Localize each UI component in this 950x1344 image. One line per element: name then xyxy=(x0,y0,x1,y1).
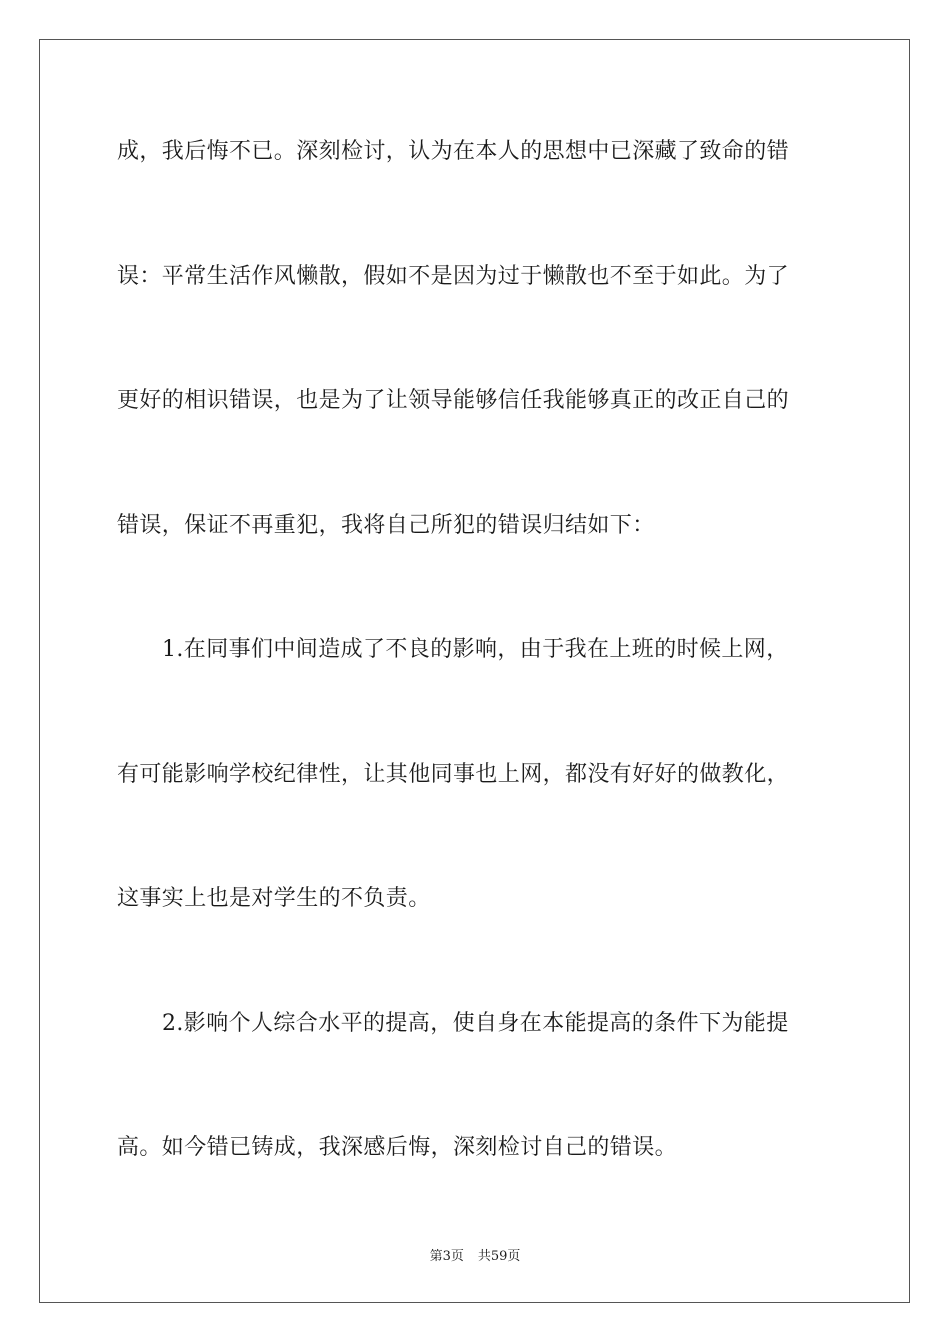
list-item-line: 1.在同事们中间造成了不良的影响，由于我在上班的时候上网， xyxy=(162,637,789,662)
paragraph-line: 错误，保证不再重犯，我将自己所犯的错误归结如下： xyxy=(117,513,655,538)
paragraph-line: 这事实上也是对学生的不负责。 xyxy=(117,886,431,911)
page-footer xyxy=(0,1248,950,1266)
paragraph-line: 高。如今错已铸成，我深感后悔，深刻检讨自己的错误。 xyxy=(117,1135,678,1160)
paragraph-line: 误：平常生活作风懒散，假如不是因为过于懒散也不至于如此。为了 xyxy=(117,264,790,289)
paragraph-line: 更好的相识错误，也是为了让领导能够信任我能够真正的改正自己的 xyxy=(117,388,790,413)
paragraph-line: 有可能影响学校纪律性，让其他同事也上网，都没有好好的做教化， xyxy=(117,762,790,787)
page-total: 共59页 xyxy=(477,1249,521,1264)
list-item-line: 2.影响个人综合水平的提高，使自身在本能提高的条件下为能提 xyxy=(162,1011,789,1036)
page-border xyxy=(39,39,910,1303)
paragraph-line: 成，我后悔不已。深刻检讨，认为在本人的思想中已深藏了致命的错 xyxy=(117,139,790,164)
page-number: 第3页 xyxy=(429,1249,464,1264)
